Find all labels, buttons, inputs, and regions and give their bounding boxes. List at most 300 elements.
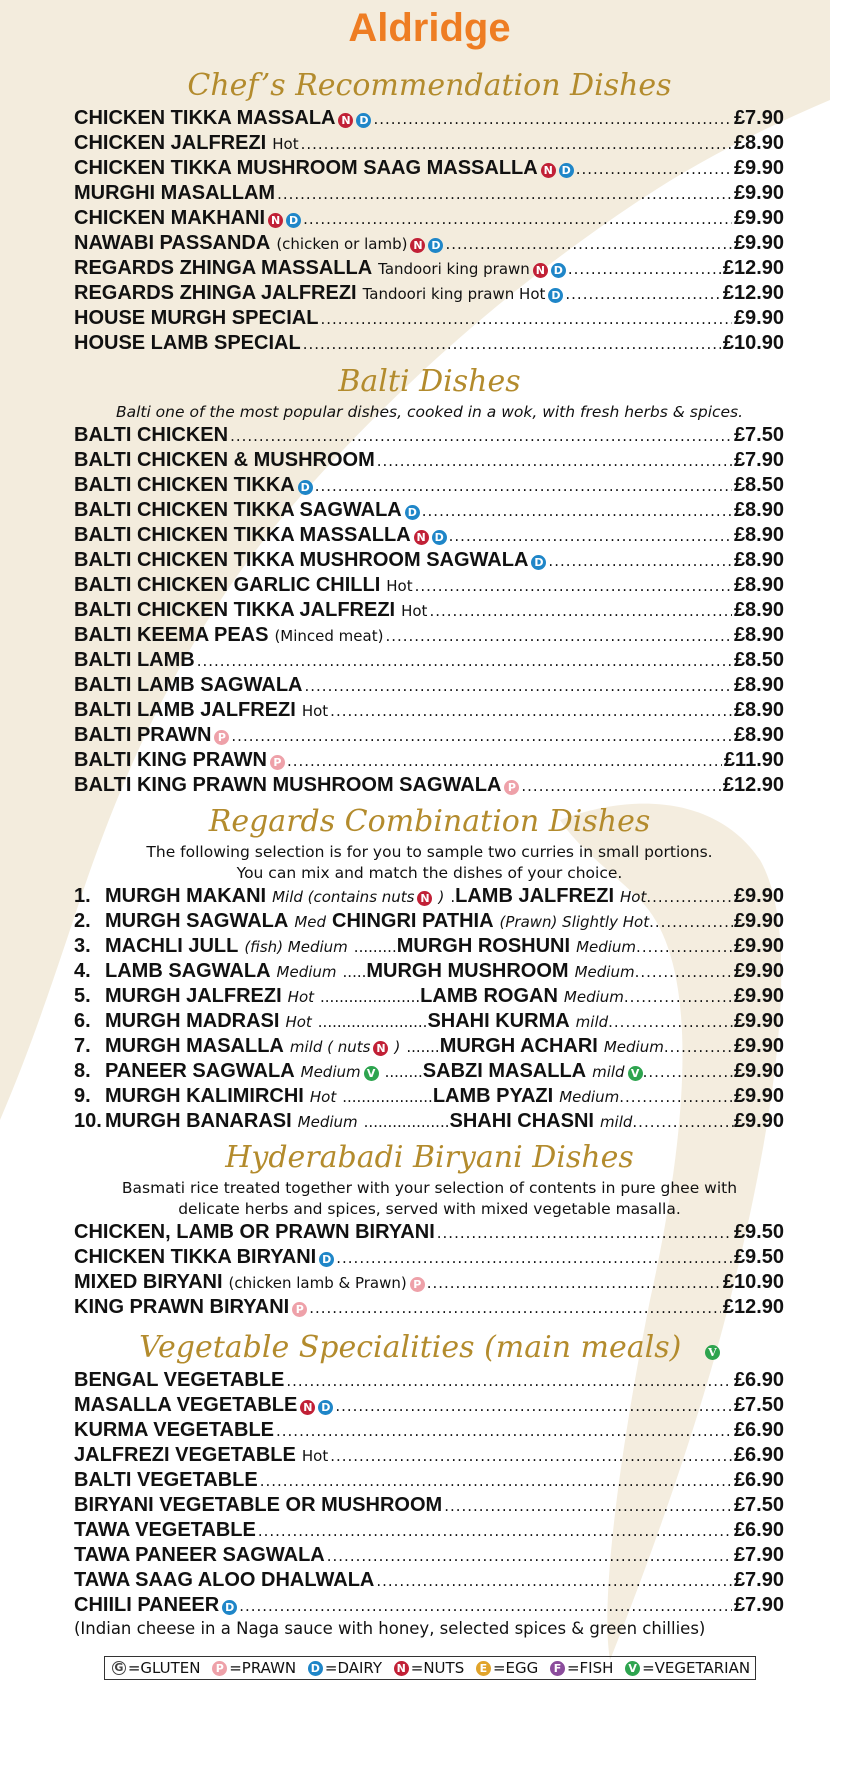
item-price: £7.90 xyxy=(733,1544,784,1566)
nuts-icon: N xyxy=(410,238,425,253)
combination-price: £9.90 xyxy=(733,1010,784,1032)
combination-row xyxy=(74,959,784,984)
item-note: Hot xyxy=(401,602,428,620)
balti-description: Balti one of the most popular dishes, cooked in a wok, with fresh herbs & spices. xyxy=(115,403,744,421)
legend-item-dairy xyxy=(305,1659,382,1677)
combination-price: £9.90 xyxy=(733,1060,784,1082)
combination-dish-b: LAMB ROGAN xyxy=(420,985,558,1007)
page-title: Aldridge xyxy=(348,6,511,50)
combination-dish-a: MURGH MADRASI xyxy=(105,1010,280,1032)
legend-item-egg xyxy=(473,1659,538,1677)
menu-item-row xyxy=(74,1468,784,1493)
item-price: £8.90 xyxy=(733,574,784,596)
dot-leader xyxy=(619,1085,734,1109)
item-note: Hot xyxy=(301,702,329,720)
item-note: Tandoori king prawn xyxy=(378,260,530,278)
item-price: £8.90 xyxy=(733,549,784,571)
combination-dish-a-note: Medium xyxy=(300,1063,361,1081)
legend-label: =GLUTEN xyxy=(127,1659,201,1677)
dot-leader xyxy=(415,574,732,598)
combination-separator: ......... xyxy=(353,938,397,956)
menu-item-row xyxy=(74,306,784,331)
item-name: BALTI LAMB xyxy=(74,649,195,671)
item-price: £6.90 xyxy=(733,1444,784,1466)
item-price: £12.90 xyxy=(722,282,784,304)
prawn-icon: P xyxy=(292,1302,307,1317)
dot-leader xyxy=(301,132,732,156)
dairy-icon: D xyxy=(432,530,447,545)
item-name: MIXED BIRYANI xyxy=(74,1271,223,1293)
combination-separator: ........ xyxy=(384,1063,423,1081)
item-name: HOUSE MURGH SPECIAL xyxy=(74,307,319,329)
dot-leader xyxy=(429,599,732,623)
item-name: REGARDS ZHINGA JALFREZI xyxy=(74,282,357,304)
item-name: HOUSE LAMB SPECIAL xyxy=(74,332,301,354)
legend-label: =FISH xyxy=(566,1659,614,1677)
dot-leader xyxy=(646,885,734,909)
dot-leader xyxy=(239,1594,732,1618)
dot-leader xyxy=(624,985,734,1009)
item-name: BALTI LAMB SAGWALA xyxy=(74,674,303,696)
combination-dish-b: SHAHI CHASNI xyxy=(449,1110,594,1132)
item-name: CHICKEN TIKKA MASSALA xyxy=(74,107,336,129)
dot-leader xyxy=(373,107,731,131)
item-name: JALFREZI VEGETABLE xyxy=(74,1444,296,1466)
biryani-list xyxy=(0,1220,859,1320)
combination-price: £9.90 xyxy=(733,1110,784,1132)
combination-description-2: You can mix and match the dishes of your choice. xyxy=(236,864,623,882)
dot-leader xyxy=(608,1010,734,1034)
dot-leader xyxy=(336,1246,732,1270)
combination-row xyxy=(74,909,784,934)
dot-leader xyxy=(636,935,734,959)
dot-leader xyxy=(309,1296,721,1320)
legend-label: =NUTS xyxy=(410,1659,465,1677)
nuts-icon: N xyxy=(373,1041,388,1056)
item-name: KING PRAWN BIRYANI xyxy=(74,1296,290,1318)
dot-leader xyxy=(568,257,721,281)
item-price: £7.50 xyxy=(733,424,784,446)
menu-item-row xyxy=(74,423,784,448)
item-price: £8.90 xyxy=(733,524,784,546)
menu-item-row xyxy=(74,473,784,498)
chefs-list xyxy=(0,106,859,356)
legend-item-prawn xyxy=(209,1659,296,1677)
item-note: (chicken or lamb) xyxy=(276,235,408,253)
combination-dish-b-note: Medium xyxy=(563,988,624,1006)
legend-label: =PRAWN xyxy=(229,1659,297,1677)
menu-item-row xyxy=(74,1393,784,1418)
dot-leader xyxy=(548,549,732,573)
menu-item-row xyxy=(74,1568,784,1593)
item-price: £8.90 xyxy=(733,674,784,696)
combination-dish-a: LAMB SAGWALA xyxy=(105,960,271,982)
vegetable-footnote: (Indian cheese in a Naga sauce with honey, selected spices & green chillies) xyxy=(74,1619,706,1638)
dairy-icon: D xyxy=(356,113,371,128)
section-heading-chefs: Chef’s Recommendation Dishes xyxy=(187,68,672,103)
menu-item-row xyxy=(74,281,784,306)
section-heading-balti: Balti Dishes xyxy=(338,364,521,399)
item-price: £9.90 xyxy=(733,307,784,329)
menu-item-row xyxy=(74,498,784,523)
combination-dish-a-note: Hot xyxy=(287,988,315,1006)
nuts-icon: N xyxy=(541,163,556,178)
item-name: TAWA PANEER SAGWALA xyxy=(74,1544,325,1566)
menu-item-row xyxy=(74,106,784,131)
combination-dish-a: PANEER SAGWALA xyxy=(105,1060,295,1082)
item-price: £9.50 xyxy=(733,1221,784,1243)
menu-item-row xyxy=(74,1270,784,1295)
dot-leader xyxy=(445,232,731,256)
item-note: Hot xyxy=(301,1447,329,1465)
item-price: £6.90 xyxy=(733,1369,784,1391)
item-price: £8.90 xyxy=(733,499,784,521)
combination-dish-b: SABZI MASALLA xyxy=(422,1060,587,1082)
item-name: CHICKEN TIKKA MUSHROOM SAAG MASSALLA xyxy=(74,157,538,179)
biryani-description-1: Basmati rice treated together with your selection of contents in pure ghee with xyxy=(121,1179,738,1197)
dot-leader xyxy=(422,499,732,523)
item-price: £8.90 xyxy=(733,132,784,154)
dot-leader xyxy=(565,282,720,306)
dot-leader xyxy=(335,1394,732,1418)
vegetarian-icon: V xyxy=(705,1345,720,1360)
dairy-icon: D xyxy=(531,555,546,570)
item-price: £7.50 xyxy=(733,1494,784,1516)
dot-leader xyxy=(377,449,732,473)
item-name: CHICKEN JALFREZI xyxy=(74,132,267,154)
combination-price: £9.90 xyxy=(733,910,784,932)
item-name: BALTI CHICKEN TIKKA MUSHROOM SAGWALA xyxy=(74,549,529,571)
dot-leader xyxy=(303,207,732,231)
item-name: CHIILI PANEER xyxy=(74,1594,220,1616)
combination-separator: ..................... xyxy=(320,988,421,1006)
combination-row xyxy=(74,984,784,1009)
section-heading-vegetable xyxy=(0,1328,859,1368)
combination-dish-a: MURGH MAKANI xyxy=(105,885,267,907)
combination-number: 4. xyxy=(74,960,91,982)
prawn-icon: P xyxy=(504,780,519,795)
combination-price: £9.90 xyxy=(733,1035,784,1057)
prawn-icon: P xyxy=(410,1277,425,1292)
combination-dish-a-note: Medium xyxy=(297,1113,358,1131)
menu-item-row xyxy=(74,1245,784,1270)
combination-row xyxy=(74,1034,784,1059)
item-name: BALTI CHICKEN TIKKA SAGWALA xyxy=(74,499,402,521)
menu-item-row xyxy=(74,448,784,473)
dairy-icon: D xyxy=(551,263,566,278)
menu-item-row xyxy=(74,598,784,623)
nuts-icon: N xyxy=(414,530,429,545)
item-price: £8.50 xyxy=(733,649,784,671)
menu-item-row xyxy=(74,206,784,231)
dot-leader xyxy=(643,1060,734,1084)
menu-item-row xyxy=(74,548,784,573)
item-name: CHICKEN, LAMB OR PRAWN BIRYANI xyxy=(74,1221,435,1243)
combination-dish-a: MURGH KALIMIRCHI xyxy=(105,1085,304,1107)
combination-dish-a-note: Med xyxy=(294,913,327,931)
combination-dish-a: MURGH BANARASI xyxy=(105,1110,292,1132)
biryani-description-2: delicate herbs and spices, served with mixed vegetable masalla. xyxy=(178,1200,681,1218)
item-price: £9.90 xyxy=(733,232,784,254)
item-name: BALTI CHICKEN TIKKA MASSALLA xyxy=(74,524,411,546)
balti-list xyxy=(0,423,859,798)
gluten-icon: G xyxy=(112,1661,126,1675)
allergen-legend xyxy=(104,1656,756,1680)
dairy-icon: D xyxy=(405,505,420,520)
item-price: £9.90 xyxy=(733,207,784,229)
combination-description-1: The following selection is for you to sample two curries in small portions. xyxy=(146,843,713,861)
menu-item-row xyxy=(74,181,784,206)
nuts-icon: N xyxy=(338,113,353,128)
vegetable-list xyxy=(0,1368,859,1618)
item-price: £12.90 xyxy=(722,257,784,279)
item-name: CHICKEN MAKHANI xyxy=(74,207,266,229)
dairy-icon: D xyxy=(548,288,563,303)
combination-dish-b: CHINGRI PATHIA xyxy=(332,910,494,932)
legend-label: =DAIRY xyxy=(324,1659,383,1677)
combination-row xyxy=(74,1009,784,1034)
menu-item-row xyxy=(74,623,784,648)
item-name: MURGHI MASALLAM xyxy=(74,182,276,204)
dot-leader xyxy=(315,474,732,498)
item-name: KURMA VEGETABLE xyxy=(74,1419,274,1441)
combination-separator: ..... xyxy=(342,963,367,981)
combination-number: 5. xyxy=(74,985,91,1007)
combination-dish-b: MURGH MUSHROOM xyxy=(366,960,569,982)
combination-dish-a: MURGH JALFREZI xyxy=(105,985,282,1007)
dot-leader xyxy=(197,649,732,673)
vegetarian-icon: V xyxy=(364,1066,379,1081)
menu-item-row xyxy=(74,231,784,256)
combination-dish-a-note: Mild (contains nuts xyxy=(272,888,415,906)
dot-leader xyxy=(230,424,732,448)
vegetarian-icon: V xyxy=(628,1066,643,1081)
nuts-icon: N xyxy=(417,891,432,906)
combination-dish-a-close: ) xyxy=(394,1038,401,1056)
combination-number: 8. xyxy=(74,1060,91,1082)
item-price: £10.90 xyxy=(722,1271,784,1293)
dot-leader xyxy=(330,699,732,723)
menu-item-row xyxy=(74,723,784,748)
vegetarian-icon: V xyxy=(625,1661,640,1676)
combination-dish-a-note: Medium xyxy=(276,963,337,981)
item-price: £9.50 xyxy=(733,1246,784,1268)
menu-item-row xyxy=(74,1295,784,1320)
combination-number: 7. xyxy=(74,1035,91,1057)
item-price: £8.50 xyxy=(733,474,784,496)
combination-dish-a-close: ) xyxy=(438,888,445,906)
dot-leader xyxy=(437,1221,732,1245)
dairy-icon: D xyxy=(222,1600,237,1615)
combination-row xyxy=(74,934,784,959)
combination-dish-a-note: mild ( nuts xyxy=(289,1038,371,1056)
item-price: £8.90 xyxy=(733,724,784,746)
prawn-icon: P xyxy=(270,755,285,770)
combination-row xyxy=(74,1084,784,1109)
item-name: BALTI VEGETABLE xyxy=(74,1469,258,1491)
combination-dish-a-note: Hot xyxy=(285,1013,312,1031)
egg-icon: E xyxy=(476,1661,491,1676)
vegetable-heading-text: Vegetable Specialities (main meals) xyxy=(139,1330,682,1365)
combination-number: 6. xyxy=(74,1010,91,1032)
item-price: £9.90 xyxy=(733,157,784,179)
prawn-icon: P xyxy=(214,730,229,745)
combination-dish-b: LAMB JALFREZI xyxy=(455,885,615,907)
combination-row xyxy=(74,884,784,909)
item-name: BALTI CHICKEN xyxy=(74,424,229,446)
menu-item-row xyxy=(74,523,784,548)
combination-separator: ....... xyxy=(406,1038,440,1056)
dot-leader xyxy=(664,1035,734,1059)
combination-number: 2. xyxy=(74,910,91,932)
nuts-icon: N xyxy=(300,1400,315,1415)
item-price: £7.90 xyxy=(733,107,784,129)
item-name: BALTI KING PRAWN MUSHROOM SAGWALA xyxy=(74,774,502,796)
item-note: Tandoori king prawn Hot xyxy=(362,285,546,303)
dot-leader xyxy=(521,774,720,798)
dot-leader xyxy=(303,332,721,356)
combination-dish-b-note: mild xyxy=(599,1113,633,1131)
item-price: £12.90 xyxy=(722,774,784,796)
dot-leader xyxy=(231,724,732,748)
item-price: £6.90 xyxy=(733,1419,784,1441)
combination-dish-a: MURGH MASALLA xyxy=(105,1035,284,1057)
legend-label: =VEGETARIAN xyxy=(642,1659,751,1677)
dairy-icon: D xyxy=(318,1400,333,1415)
nuts-icon: N xyxy=(268,213,283,228)
item-name: TAWA VEGETABLE xyxy=(74,1519,256,1541)
menu-item-row xyxy=(74,1493,784,1518)
item-name: BALTI CHICKEN TIKKA xyxy=(74,474,295,496)
dot-leader xyxy=(635,960,734,984)
nuts-icon: N xyxy=(533,263,548,278)
item-note: (chicken lamb & Prawn) xyxy=(228,1274,407,1292)
nuts-icon: N xyxy=(394,1661,409,1676)
combination-separator: . xyxy=(450,888,456,906)
dot-leader xyxy=(330,1444,732,1468)
combination-dish-b: SHAHI KURMA xyxy=(427,1010,570,1032)
combination-dish-b-note: Medium xyxy=(576,938,637,956)
combination-dish-b: MURGH ACHARI xyxy=(439,1035,598,1057)
dot-leader xyxy=(444,1494,732,1518)
menu-item-row xyxy=(74,1593,784,1618)
item-name: CHICKEN TIKKA BIRYANI xyxy=(74,1246,317,1268)
combination-dish-a-note: (fish) Medium xyxy=(244,938,348,956)
menu-item-row xyxy=(74,1518,784,1543)
dot-leader xyxy=(327,1544,732,1568)
dairy-icon: D xyxy=(428,238,443,253)
dot-leader xyxy=(305,674,732,698)
combination-price: £9.90 xyxy=(733,885,784,907)
combination-dish-b-note: Medium xyxy=(574,963,635,981)
menu-item-row xyxy=(74,1443,784,1468)
dot-leader xyxy=(376,1569,732,1593)
legend-item-nuts xyxy=(391,1659,464,1677)
menu-item-row xyxy=(74,1368,784,1393)
item-name: TAWA SAAG ALOO DHALWALA xyxy=(74,1569,375,1591)
item-name: BENGAL VEGETABLE xyxy=(74,1369,285,1391)
fish-icon: F xyxy=(550,1661,565,1676)
dot-leader xyxy=(286,1369,732,1393)
combination-separator: ................... xyxy=(342,1088,433,1106)
item-price: £8.90 xyxy=(733,699,784,721)
legend-item-fish xyxy=(547,1659,613,1677)
item-name: BALTI KING PRAWN xyxy=(74,749,267,771)
combination-list xyxy=(0,884,859,1134)
dot-leader xyxy=(320,307,731,331)
combination-price: £9.90 xyxy=(733,985,784,1007)
item-note: (Minced meat) xyxy=(274,627,384,645)
dairy-icon: D xyxy=(308,1661,323,1676)
combination-number: 1. xyxy=(74,885,91,907)
item-name: BALTI CHICKEN TIKKA JALFREZI xyxy=(74,599,396,621)
combination-dish-b-note: Medium xyxy=(559,1088,620,1106)
combination-price: £9.90 xyxy=(733,960,784,982)
combination-dish-a-note: Hot xyxy=(309,1088,337,1106)
item-price: £7.90 xyxy=(733,449,784,471)
menu-item-row xyxy=(74,698,784,723)
combination-dish-a: MACHLI JULL xyxy=(105,935,239,957)
item-price: £6.90 xyxy=(733,1519,784,1541)
item-price: £11.90 xyxy=(723,749,784,771)
menu-item-row xyxy=(74,331,784,356)
item-name: REGARDS ZHINGA MASSALLA xyxy=(74,257,373,279)
dairy-icon: D xyxy=(298,480,313,495)
dot-leader xyxy=(260,1469,732,1493)
combination-dish-b-note: Medium xyxy=(603,1038,664,1056)
menu-item-row xyxy=(74,131,784,156)
item-price: £8.90 xyxy=(733,599,784,621)
combination-number: 3. xyxy=(74,935,91,957)
dot-leader xyxy=(449,524,732,548)
item-name: BALTI LAMB JALFREZI xyxy=(74,699,296,721)
combination-dish-b-note: (Prawn) Slightly Hot xyxy=(499,913,650,931)
menu-item-row xyxy=(74,1543,784,1568)
item-price: £7.50 xyxy=(733,1394,784,1416)
menu-item-row xyxy=(74,673,784,698)
combination-price: £9.90 xyxy=(733,1085,784,1107)
item-name: BALTI KEEMA PEAS xyxy=(74,624,269,646)
combination-row xyxy=(74,1109,784,1134)
item-name: NAWABI PASSANDA xyxy=(74,232,271,254)
item-price: £7.90 xyxy=(733,1569,784,1591)
combination-dish-b: LAMB PYAZI xyxy=(432,1085,554,1107)
item-price: £8.90 xyxy=(733,624,784,646)
dot-leader xyxy=(277,182,732,206)
combination-dish-b: MURGH ROSHUNI xyxy=(396,935,571,957)
item-name: BIRYANI VEGETABLE OR MUSHROOM xyxy=(74,1494,443,1516)
item-price: £10.90 xyxy=(722,332,784,354)
menu-item-row xyxy=(74,256,784,281)
menu-item-row xyxy=(74,748,784,773)
section-heading-combination: Regards Combination Dishes xyxy=(208,804,651,839)
dot-leader xyxy=(632,1110,734,1134)
combination-dish-a: MURGH SAGWALA xyxy=(105,910,289,932)
legend-item-vegetarian xyxy=(622,1659,750,1677)
menu-item-row xyxy=(74,773,784,798)
item-note: Hot xyxy=(272,135,299,153)
combination-separator: .................. xyxy=(363,1113,450,1131)
combination-dish-b-note: mild xyxy=(592,1063,625,1081)
item-note: Hot xyxy=(386,577,413,595)
item-price: £7.90 xyxy=(733,1594,784,1616)
legend-item-gluten xyxy=(109,1659,201,1677)
menu-item-row xyxy=(74,1220,784,1245)
dot-leader xyxy=(649,910,734,934)
dot-leader xyxy=(258,1519,732,1543)
combination-price: £9.90 xyxy=(733,935,784,957)
combination-separator: ....................... xyxy=(317,1013,428,1031)
